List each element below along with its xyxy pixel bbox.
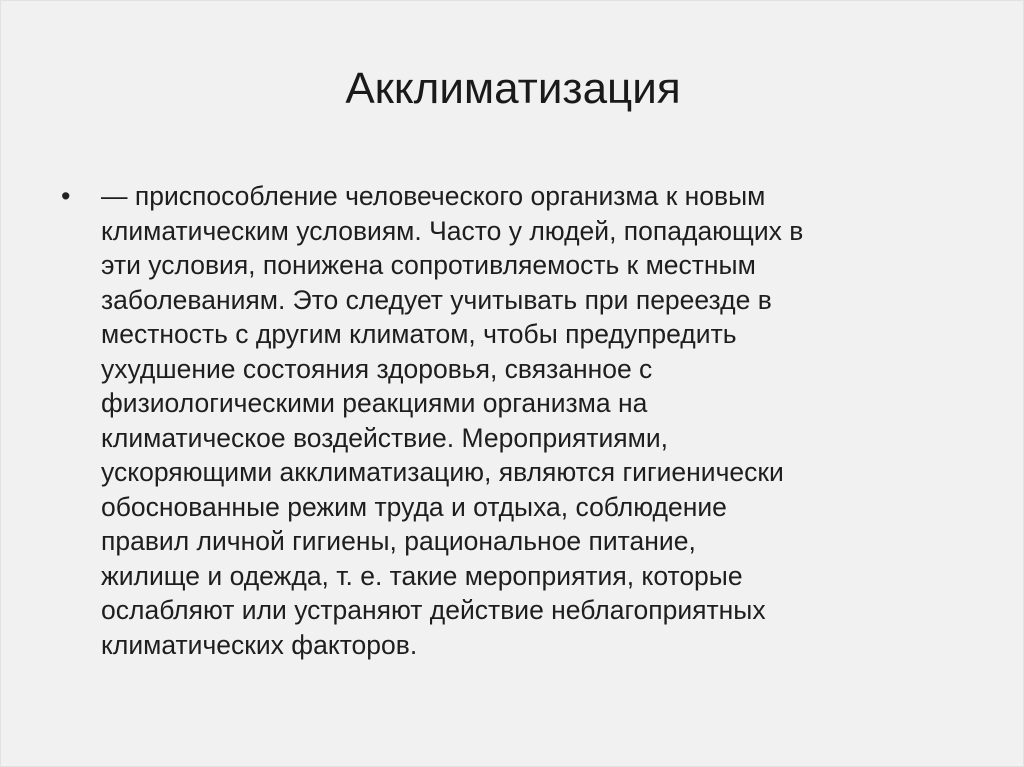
text-line: ускоряющими акклиматизацию, являются гигиенически: [101, 457, 784, 487]
text-line: физиологическими реакциями организма на: [101, 388, 648, 418]
bullet-item: [61, 179, 976, 662]
text-line: климатических факторов.: [101, 629, 418, 660]
text-line: жилище и одежда, т. е. такие мероприятия, которые: [101, 560, 743, 591]
bullet-list: [61, 179, 976, 662]
slide-title: Акклиматизация: [345, 64, 681, 113]
text-line: эти условия, понижена сопротивляемость к местным: [101, 250, 756, 280]
text-line: обоснованные режим труда и отдыха, соблюдение: [101, 491, 727, 522]
text-line: ослабляют или устраняют действие неблагоприятных: [101, 595, 766, 625]
text-line: ухудшение состояния здоровья, связанное с: [101, 353, 653, 384]
bullet-dot-icon: •: [61, 181, 71, 211]
text-line: климатическое воздействие. Мероприятиями,: [101, 422, 669, 453]
text-line: заболеваниям. Это следует учитывать при переезде в: [101, 284, 772, 315]
text-line: правил личной гигиены, рациональное питание,: [101, 526, 696, 556]
text-line: — приспособление человеческого организма к новым: [101, 181, 766, 211]
bullet-text: [101, 179, 976, 662]
text-line: местность с другим климатом, чтобы предупредить: [101, 319, 737, 349]
text-line: климатическим условиям. Часто у людей, попадающих в: [101, 215, 804, 246]
